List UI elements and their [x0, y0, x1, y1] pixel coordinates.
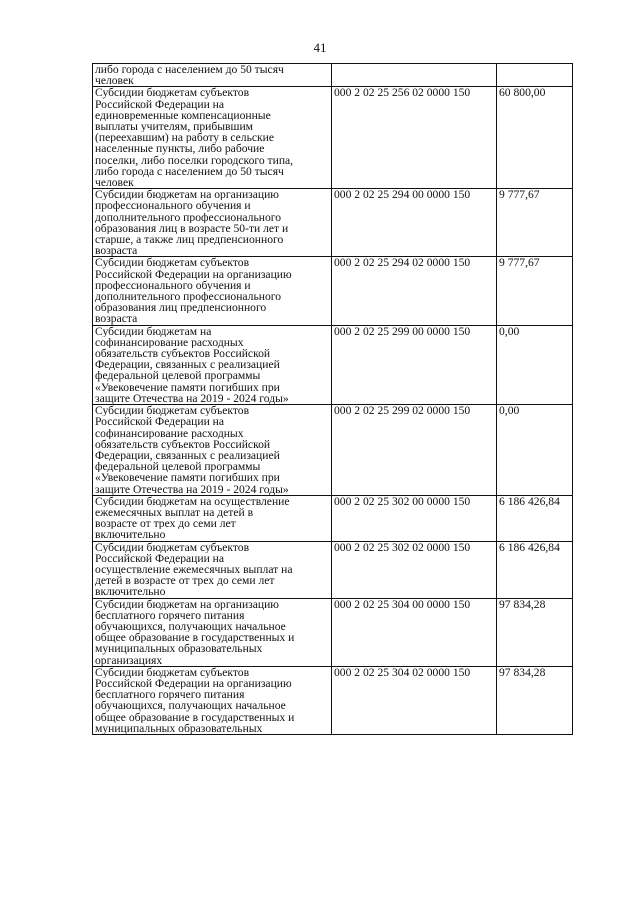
subsidy-name-line: общее образование в государственных и: [95, 711, 295, 723]
subsidy-name-line: либо города с населением до 50 тысяч: [95, 64, 284, 76]
subsidy-name-line: поселки, либо поселки городского типа,: [95, 154, 294, 166]
subsidy-name-line: человек: [95, 177, 134, 189]
subsidy-name-line: организациях: [95, 654, 163, 666]
subsidy-name-line: детей в возрасте от трех до семи лет: [95, 575, 275, 587]
subsidy-name-line: Российской Федерации на: [95, 416, 225, 428]
subsidy-name-line: профессионального обучения и: [95, 279, 251, 292]
subsidy-name-line: населенные пункты, либо рабочие: [95, 143, 265, 155]
subsidy-name-line: защите Отечества на 2019 - 2024 годы»: [95, 483, 289, 495]
budget-code-cell: 000 2 02 25 256 02 0000 150: [332, 87, 497, 189]
subsidy-name-line: Российской Федерации на: [95, 98, 225, 110]
subsidy-name-line: Субсидии бюджетам субъектов: [95, 87, 250, 99]
subsidy-name-line: «Увековечение памяти погибших при: [95, 472, 280, 484]
subsidy-name-line: Федерации, связанных с реализацией: [95, 449, 280, 462]
subsidy-name-line: профессионального обучения и: [95, 200, 251, 212]
table-row: [93, 541, 573, 598]
subsidy-name-line: включительно: [95, 586, 166, 598]
amount-cell: 97 834,28: [497, 666, 573, 734]
table-row: [93, 598, 573, 666]
subsidy-name-line: муниципальных образовательных: [95, 722, 263, 734]
subsidy-name-line: включительно: [95, 529, 166, 541]
subsidy-name-line: софинансирование расходных: [95, 336, 244, 349]
subsidy-name-line: Субсидии бюджетам на: [95, 325, 212, 337]
budget-code-cell: 000 2 02 25 299 00 0000 150: [332, 325, 497, 404]
subsidy-name-line: обязательств субъектов Российской: [95, 348, 271, 360]
subsidy-name-line: обучающихся, получающих начальное: [95, 620, 286, 633]
subsidy-name-line: федеральной целевой программы: [95, 370, 261, 382]
budget-code-cell: 000 2 02 25 302 00 0000 150: [332, 495, 497, 541]
table-row: [93, 495, 573, 541]
subsidy-name-line: дополнительного профессионального: [95, 211, 282, 223]
budget-code-cell: 000 2 02 25 304 00 0000 150: [332, 598, 497, 666]
subsidy-name-line: возрасте от трех до семи лет: [95, 518, 236, 530]
amount-cell: 9 777,67: [497, 189, 573, 257]
subsidy-name-cell: [93, 325, 332, 404]
subsidy-name-line: бесплатного горячего питания: [95, 609, 245, 621]
budget-code-cell: 000 2 02 25 302 02 0000 150: [332, 541, 497, 598]
subsidy-name-line: единовременные компенсационные: [95, 109, 271, 122]
subsidy-name-cell: [93, 189, 332, 257]
subsidy-name-line: дополнительного профессионального: [95, 291, 282, 303]
subsidy-name-line: человек: [95, 75, 134, 87]
subsidy-name-line: Субсидии бюджетам на организацию: [95, 598, 279, 610]
amount-cell: 0,00: [497, 325, 573, 404]
subsidy-name-cell: [93, 666, 332, 734]
subsidy-name-cell: [93, 598, 332, 666]
budget-code-cell: [332, 64, 497, 87]
budget-code-cell: 000 2 02 25 294 02 0000 150: [332, 257, 497, 325]
subsidy-name-line: ежемесячных выплат на детей в: [95, 506, 254, 519]
subsidy-name-cell: [93, 257, 332, 325]
subsidy-name-line: Субсидии бюджетам на осуществление: [95, 495, 290, 507]
subsidy-name-line: образования лиц предпенсионного: [95, 302, 267, 314]
amount-cell: 0,00: [497, 405, 573, 496]
subsidy-name-line: Российской Федерации на: [95, 552, 225, 564]
amount-cell: 97 834,28: [497, 598, 573, 666]
subsidy-name-line: Российской Федерации на организацию: [95, 268, 292, 280]
subsidy-name-line: возраста: [95, 313, 138, 325]
subsidy-name-line: Федерации, связанных с реализацией: [95, 359, 280, 371]
subsidy-name-line: общее образование в государственных и: [95, 632, 295, 644]
budget-table-body: [93, 64, 573, 735]
subsidy-name-line: защите Отечества на 2019 - 2024 годы»: [95, 392, 289, 405]
table-row: [93, 325, 573, 404]
subsidy-name-cell: [93, 541, 332, 598]
amount-cell: 6 186 426,84: [497, 495, 573, 541]
subsidy-name-line: бесплатного горячего питания: [95, 689, 245, 701]
subsidy-name-line: «Увековечение памяти погибших при: [95, 381, 280, 393]
subsidy-name-line: обязательств субъектов Российской: [95, 438, 271, 450]
subsidy-name-line: муниципальных образовательных: [95, 643, 263, 655]
subsidy-name-cell: [93, 495, 332, 541]
table-row: [93, 257, 573, 325]
table-row: [93, 87, 573, 189]
subsidy-name-line: федеральной целевой программы: [95, 461, 261, 473]
amount-cell: 9 777,67: [497, 257, 573, 325]
subsidy-name-line: либо города с населением до 50 тысяч: [95, 165, 284, 178]
table-row: [93, 405, 573, 496]
table-row: [93, 666, 573, 734]
budget-code-cell: 000 2 02 25 304 02 0000 150: [332, 666, 497, 734]
subsidy-name-line: софинансирование расходных: [95, 427, 244, 439]
budget-table: [92, 63, 573, 735]
subsidy-name-line: (переехавшим) на работу в сельские: [95, 132, 274, 144]
amount-cell: 60 800,00: [497, 87, 573, 189]
subsidy-name-cell: [93, 405, 332, 496]
subsidy-name-line: Субсидии бюджетам субъектов: [95, 405, 250, 417]
subsidy-name-line: образования лиц в возрасте 50-ти лет и: [95, 222, 289, 235]
table-row: [93, 64, 573, 87]
table-row: [93, 189, 573, 257]
subsidy-name-cell: [93, 64, 332, 87]
page-number: 41: [313, 40, 327, 55]
subsidy-name-line: Субсидии бюджетам на организацию: [95, 189, 279, 201]
budget-code-cell: 000 2 02 25 294 00 0000 150: [332, 189, 497, 257]
amount-cell: [497, 64, 573, 87]
subsidy-name-line: Российской Федерации на организацию: [95, 677, 292, 690]
subsidy-name-line: выплаты учителям, прибывшим: [95, 121, 253, 133]
subsidy-name-line: обучающихся, получающих начальное: [95, 700, 286, 712]
subsidy-name-line: Субсидии бюджетам субъектов: [95, 666, 250, 678]
subsidy-name-line: осуществление ежемесячных выплат на: [95, 563, 293, 576]
budget-code-cell: 000 2 02 25 299 02 0000 150: [332, 405, 497, 496]
subsidy-name-cell: [93, 87, 332, 189]
subsidy-name-line: Субсидии бюджетам субъектов: [95, 541, 250, 553]
subsidy-name-line: Субсидии бюджетам субъектов: [95, 257, 250, 269]
subsidy-name-line: старше, а также лиц предпенсионного: [95, 234, 284, 246]
subsidy-name-line: возраста: [95, 245, 138, 257]
amount-cell: 6 186 426,84: [497, 541, 573, 598]
